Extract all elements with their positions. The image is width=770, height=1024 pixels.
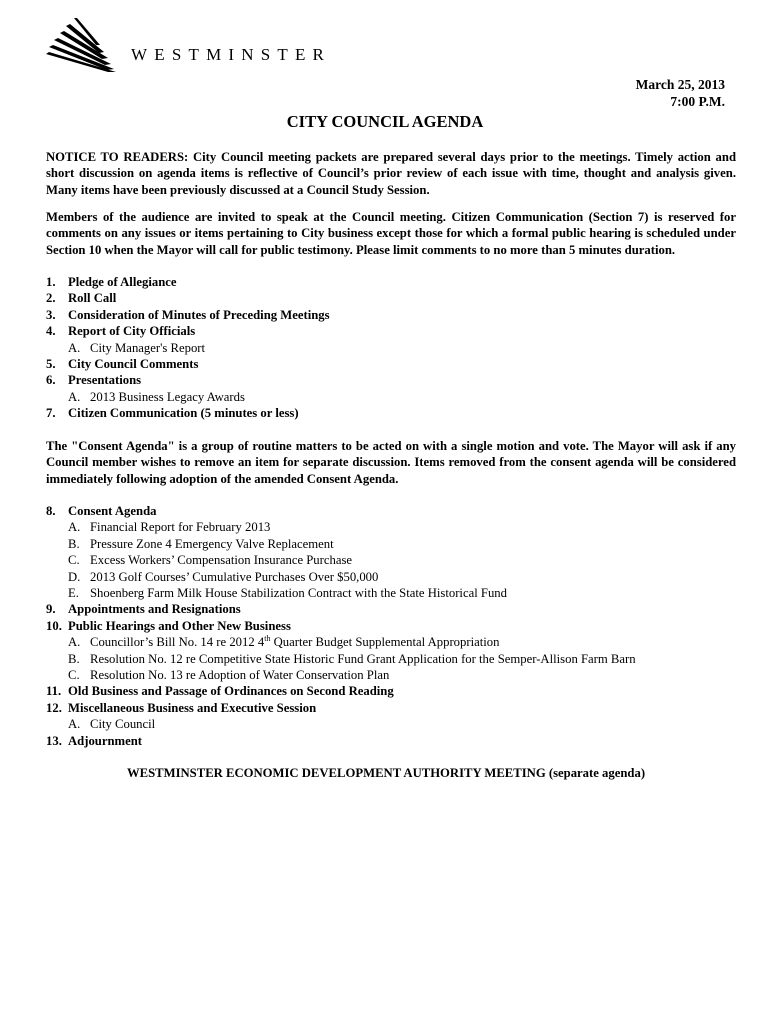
agenda-item: 8. Consent Agenda — [46, 504, 157, 518]
agenda-list-part1 — [46, 274, 746, 422]
agenda-list-part2 — [46, 503, 746, 749]
agenda-item: 13. Adjournment — [46, 733, 143, 748]
meeting-datetime — [636, 76, 725, 110]
agenda-item: 1. Pledge of Allegiance — [46, 275, 177, 289]
agenda-subitem: C. Excess Workers’ Compensation Insurance Purchase — [68, 553, 353, 568]
audience-notice: Members of the audience are invited to speak at the Council meeting. Citizen Communication (Section 7) is reserved for comments on any issues or items pertaining to City business except those for which a formal public hearing is scheduled under Section 10 when the Mayor will call for public testimony. Please limit comments to no more than 5 minutes duration. — [46, 210, 736, 257]
agenda-subitem: A. City Manager's Report — [68, 340, 206, 355]
agenda-subitem: A. Financial Report for February 2013 — [68, 520, 271, 535]
brand-name: WESTMINSTER — [131, 45, 332, 64]
agenda-subitem: D. 2013 Golf Courses’ Cumulative Purchases Over $50,000 — [68, 569, 379, 584]
agenda-subitem: E. Shoenberg Farm Milk House Stabilization Contract with the State Historical Fund — [68, 586, 507, 601]
meeting-date: March 25, 2013 — [635, 77, 725, 92]
agenda-item: 10. Public Hearings and Other New Business — [46, 618, 291, 633]
agenda-subitem: C. Resolution No. 13 re Adoption of Water Conservation Plan — [68, 668, 390, 683]
agenda-item: 5. City Council Comments — [46, 357, 199, 372]
agenda-item: 6. Presentations — [46, 373, 142, 388]
agenda-subitem: A. City Council — [68, 717, 156, 732]
agenda-item: 3. Consideration of Minutes of Preceding Meetings — [46, 307, 330, 322]
consent-agenda-notice: The "Consent Agenda" is a group of routine matters to be acted on with a single motion and vote. The Mayor will ask if any Council member wishes to remove an item for separate discussion. Items removed from the consent agenda will be considered immediately following adoption of the amended Consent Agenda. — [46, 439, 736, 486]
agenda-item: 12. Miscellaneous Business and Executive Session — [46, 700, 317, 715]
notice-to-readers: NOTICE TO READERS: City Council meeting packets are prepared several days prior to the meetings. Timely action and short discussion on agenda items is reflective of Council’s prior review of each issue with time, thought and analysis given. Many items have been previously discussed at a Council Study Session. — [46, 150, 736, 197]
agenda-subitem: A. 2013 Business Legacy Awards — [68, 389, 245, 404]
agenda-subitem: B. Resolution No. 12 re Competitive State Historic Fund Grant Application for the Semper-Allison Farm Barn — [68, 651, 636, 666]
agenda-item: 7. Citizen Communication (5 minutes or less) — [46, 406, 299, 421]
meeting-time: 7:00 P.M. — [670, 94, 725, 109]
agenda-subitem: B. Pressure Zone 4 Emergency Valve Replacement — [68, 536, 334, 551]
agenda-item: 11. Old Business and Passage of Ordinances on Second Reading — [46, 684, 394, 699]
page-title: CITY COUNCIL AGENDA — [286, 112, 484, 131]
agenda-item: 4. Report of City Officials — [46, 324, 196, 339]
agenda-item: 2. Roll Call — [46, 291, 117, 306]
westminster-logo-icon — [46, 18, 116, 72]
agenda-subitem: A. Councillor’s Bill No. 14 re 2012 4th Quarter Budget Supplemental Appropriation — [68, 634, 500, 650]
agenda-item: 9. Appointments and Resignations — [46, 602, 241, 617]
footer-note: WESTMINSTER ECONOMIC DEVELOPMENT AUTHORITY MEETING (separate agenda) — [126, 766, 646, 780]
